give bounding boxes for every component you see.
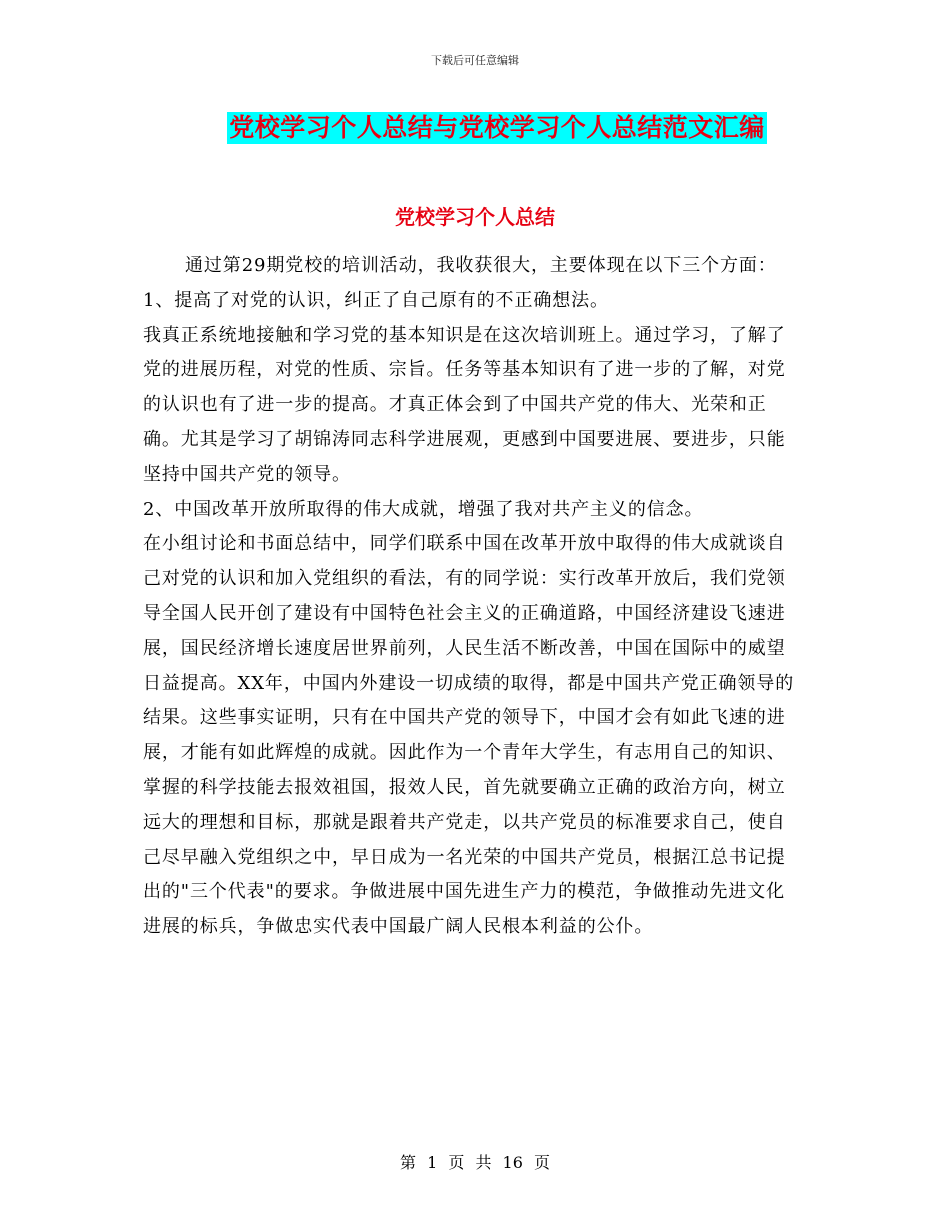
document-title-container xyxy=(0,112,950,144)
paragraph-intro: 通过第29期党校的培训活动，我收获很大，主要体现在以下三个方面： xyxy=(185,255,777,276)
page-header-note: 下载后可任意编辑 xyxy=(431,54,519,67)
paragraph-heading-1: 1、提高了对党的认识，纠正了自己原有的不正确想法。 xyxy=(143,289,609,311)
paragraph-body-1: 我真正系统地接触和学习党的基本知识是在这次培训班上。通过学习，了解了党的进展历程，对党的性质、宗旨。任务等基本知识有了进一步的了解，对党的认识也有了进一步的提高。才真正体会到了中国共产党的伟大、光荣和正确。尤其是学习了胡锦涛同志科学进展观，更感到中国要进展、要进步，只能坚持中国共产党的领导。 xyxy=(143,324,786,485)
section-title: 党校学习个人总结 xyxy=(395,205,555,229)
paragraph-body-2: 在小组讨论和书面总结中，同学们联系中国在改革开放中取得的伟大成就谈自己对党的认识和加入党组织的看法，有的同学说：实行改革开放后，我们党领导全国人民开创了建设有中国特色社会主义的正确道路，中国经济建设飞速进展，国民经济增长速度居世界前列，人民生活不断改善，中国在国际中的威望日益提高。XX年，中国内外建设一切成绩的取得，都是中国共产党正确领导的结果。这些事实证明，只有在中国共产党的领导下，中国才会有如此飞速的进展，才能有如此辉煌的成就。因此作为一个青年大学生，有志用自己的知识、掌握的科学技能去报效祖国，报效人民，首先就要确立正确的政治方向，树立远大的理想和目标，那就是跟着共产党走，以共产党员的标准要求自己，使自己尽早融入党组织之中，早日成为一名光荣的中国共产党员，根据江总书记提出的"三个代表"的要求。争做进展中国先进生产力的模范，争做推动先进文化进展的标兵，争做忠实代表中国最广阔人民根本利益的公仆。 xyxy=(143,533,795,938)
document-body xyxy=(143,249,803,945)
paragraph-heading-2: 2、中国改革开放所取得的伟大成就，增强了我对共产主义的信念。 xyxy=(143,498,704,520)
document-title: 党校学习个人总结与党校学习个人总结范文汇编 xyxy=(229,113,765,142)
page-number-footer: 第 1 页 共 16 页 xyxy=(400,1153,550,1172)
